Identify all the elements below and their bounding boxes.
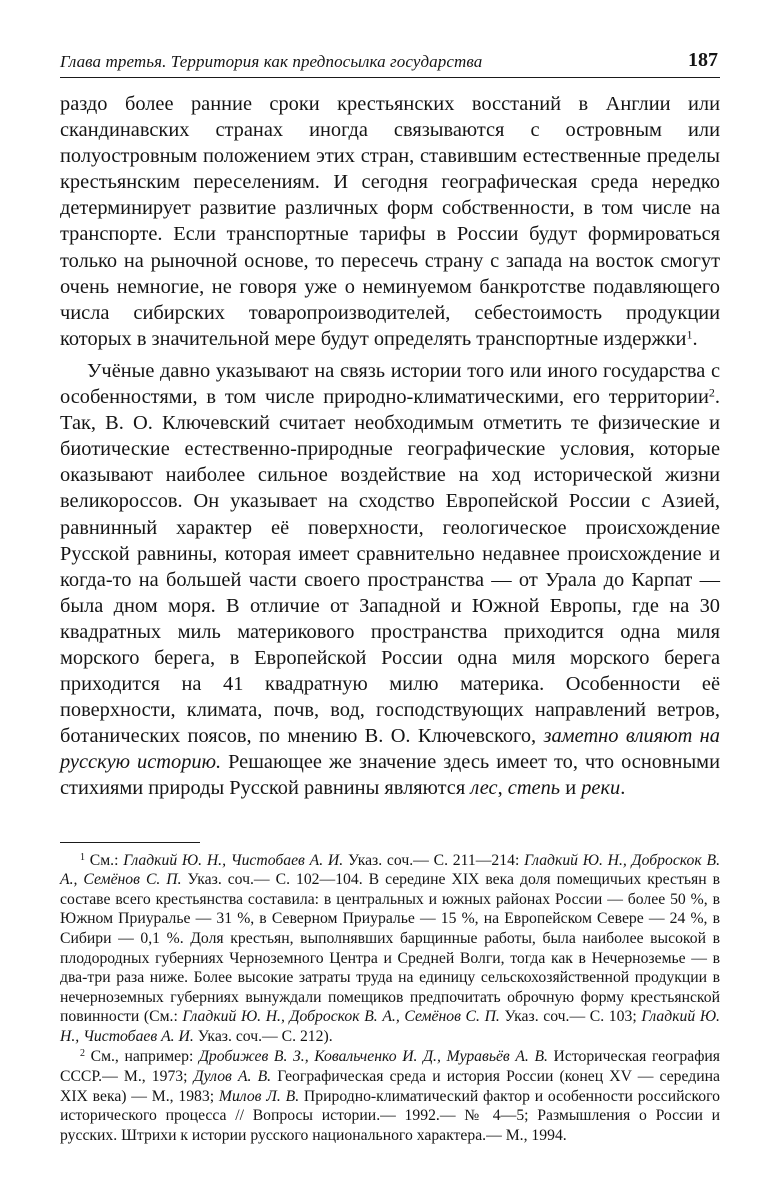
footnote-marker: 1 xyxy=(80,851,85,863)
text-run: См., например: xyxy=(90,1048,199,1066)
text-run: Указ. соч.— С. 211—214: xyxy=(343,851,525,869)
italic-text: заметно влияют на русскую историю. xyxy=(60,725,720,774)
text-run: и xyxy=(560,777,582,800)
footnote-1 xyxy=(60,851,720,1047)
chapter-title: Глава третья. Территория как предпосылка государства xyxy=(60,52,483,71)
italic-text: Гладкий Ю. Н., Чистобаев А. И. xyxy=(123,851,344,869)
footnotes xyxy=(60,851,720,1146)
italic-text: Милов Л. В. xyxy=(218,1087,300,1105)
text-run: Указ. соч.— С. 103; xyxy=(499,1008,642,1026)
italic-text: реки xyxy=(581,777,621,800)
text-run: Указ. соч.— С. 102—104. В середине XIX века доля помещичьих крестьян в составе всего крестьянства составила: в центральных и южных районах России — более 50 %, в Южном Приуралье — 31 %, в Северном Приуралье — 15 %, на Европейском Севере — 24 %, в Сибири — 0,1 %. Доля крестьян, выполнявших барщинные работы, была наиболее высокой в плодородных губерниях Черноземного Центра и Средней Волги, тогда как в Нечерноземье — в два-три раза ниже. Более высокие затраты труда на единицу сельскохозяйственной продукции в нечерноземных губерниях вынуждали помещиков предпочитать оброчную форму крестьянской повинности (См.: xyxy=(60,871,720,1026)
text-run: Решающее же значение здесь имеет то, что основными стихиями природы Русской равнины являются xyxy=(60,751,720,800)
text-run: . xyxy=(620,777,626,800)
paragraph-1 xyxy=(60,91,720,352)
text-run: . xyxy=(692,327,698,350)
footnote-ref: 2 xyxy=(708,385,715,400)
text-run: Природно-климатический фактор и особенности российского исторического процесса // Вопросы истории.— 1992.— № 4—5; Размышления о России и русских. Штрихи к истории русского национального характера.— М., 1994. xyxy=(60,1087,721,1144)
italic-text: Дробижев В. З., Ковальченко И. Д., Муравьёв А. В. xyxy=(198,1048,548,1066)
footnote-marker: 2 xyxy=(80,1048,85,1060)
text-run: Учёные давно указывают на связь истории того или иного государства с особенностями, в том числе природно-климатическими, его территории xyxy=(60,359,720,409)
text-run: См.: xyxy=(89,851,124,869)
italic-text: Гладкий Ю. Н., Доброскок В. А., Семёнов С. П. xyxy=(182,1008,500,1026)
italic-text: Гладкий Ю. Н., Чистобаев А. И. xyxy=(60,1008,720,1045)
footnote-ref: 1 xyxy=(686,327,693,342)
italic-text: лес xyxy=(470,777,498,800)
book-page xyxy=(60,40,720,1145)
page-number: 187 xyxy=(688,49,718,71)
italic-text: Гладкий Ю. Н., Доброскок В. А., Семёнов С. П. xyxy=(60,851,720,889)
footnote-2 xyxy=(60,1047,720,1145)
paragraph-2 xyxy=(60,358,720,802)
text-run: , xyxy=(497,777,508,800)
text-run: Историческая география СССР.— М., 1973; xyxy=(60,1048,721,1086)
text-run: Географическая среда и история России (конец XV — середина XIX века) — М., 1983; xyxy=(60,1068,721,1105)
italic-text: степь xyxy=(507,777,561,800)
italic-text: Дулов А. В. xyxy=(193,1068,272,1086)
running-head xyxy=(60,40,720,78)
text-run: . Так, В. О. Ключевский считает необходимым отметить те физические и биотические естественно-природные географические условия, которые оказывают наиболее сильное воздействие на ход исторической жизни великороссов. Он указывает на сходство Европейской России с Азией, равнинный характер её поверхности, геологическое происхождение Русской равнины, которая имеет сравнительно недавнее происхождение и когда-то на большей части своего пространства — от Урала до Карпат — была дном моря. В отличие от Западной и Южной Европы, где на 30 квадратных миль материкового пространства приходится одна миля морского берега, в Европейской России одна миля морского берега приходится на 41 квадратную милю материка. Особенности её поверхности, климата, почв, вод, господствующих направлений ветров, ботанических поясов, по мнению В. О. Ключевского, xyxy=(60,386,720,748)
footnote-divider xyxy=(60,842,200,843)
text-run: раздо более ранние сроки крестьянских восстаний в Англии или скандинавских странах иногда связываются с островным или полуостровным положением этих стран, ставившим естественные пределы крестьянским переселениям. И сегодня географическая среда нередко детерминирует развитие различных форм собственности, в том числе на транспорте. Если транспортные тарифы в России будут формироваться только на рыночной основе, то пересечь страну с запада на восток смогут очень немногие, не говоря уже о неминуемом банкротстве подавляющего числа сибирских товаропроизводителей, себестоимость продукции которых в значительной мере будут определять транспортные издержки xyxy=(60,93,720,350)
body-text xyxy=(60,91,720,802)
text-run: Указ. соч.— С. 212). xyxy=(193,1027,333,1045)
